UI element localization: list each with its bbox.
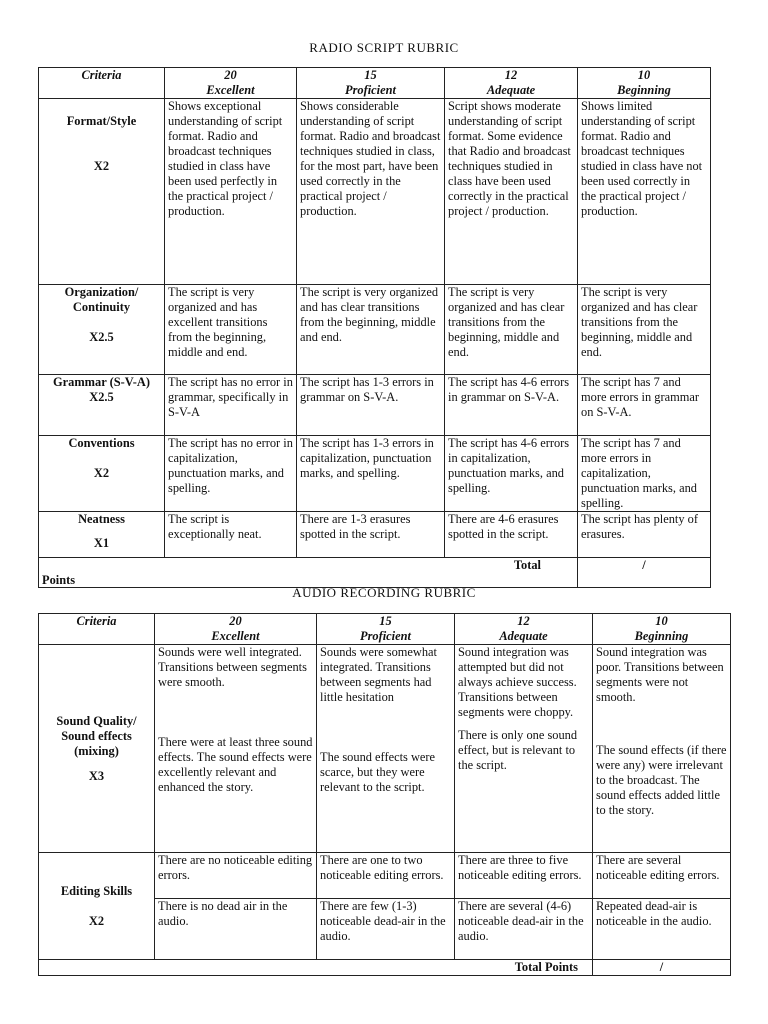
rubric-cell: The script has no error in capitalization, punctuation marks, and spelling. <box>165 436 297 512</box>
rubric-cell: Shows exceptional understanding of script format. Radio and broadcast techniques studied in class have been used perfectly in the practical project / production. <box>165 99 297 285</box>
rubric-cell: Shows limited understanding of script format. Radio and broadcast techniques studied in class have not been used correctly in the practical project / production. <box>578 99 711 285</box>
rubric-cell: There are several noticeable editing errors. <box>593 853 731 899</box>
criteria-cell: Organization/ Continuity X2.5 <box>39 285 165 375</box>
radio-rubric-table <box>38 67 711 588</box>
audio-header-row <box>39 614 731 645</box>
rubric-cell: There are several (4-6) noticeable dead-air in the audio. <box>455 899 593 960</box>
rubric-cell: The script is exceptionally neat. <box>165 512 297 558</box>
rubric-cell: Sounds were somewhat integrated. Transitions between segments had little hesitation The sound effects were scarce, but they were relevant to the script. <box>317 645 455 853</box>
header-beginning: 10 Beginning <box>578 68 711 99</box>
criteria-cell: Grammar (S-V-A) X2.5 <box>39 375 165 436</box>
radio-header-row <box>39 68 711 99</box>
rubric-cell: Sound integration was attempted but did not always achieve success. Transitions between segments were choppy. There is only one sound effect, but is relevant to the script. <box>455 645 593 853</box>
rubric-row-grammar <box>39 375 711 436</box>
criteria-cell: Format/Style X2 <box>39 99 165 285</box>
rubric-cell: The script has no error in grammar, specifically in S-V-A <box>165 375 297 436</box>
rubric-cell: The script has 4-6 errors in grammar on S-V-A. <box>445 375 578 436</box>
rubric-row-neatness <box>39 512 711 558</box>
rubric-cell: The script is very organized and has clear transitions from the beginning, middle and end. <box>578 285 711 375</box>
rubric-cell: The script has 4-6 errors in capitalization, punctuation marks, and spelling. <box>445 436 578 512</box>
audio-rubric-title: AUDIO RECORDING RUBRIC <box>292 585 476 600</box>
rubric-row-sound <box>39 645 731 853</box>
criteria-cell: Neatness X1 <box>39 512 165 558</box>
rubric-cell: Sound integration was poor. Transitions between segments were not smooth. The sound effects (if there were any) were irrelevant to the broadcast. The sound effects added little to the story. <box>593 645 731 853</box>
rubric-row-editing-errors <box>39 853 731 899</box>
rubric-cell: The script has plenty of erasures. <box>578 512 711 558</box>
header-excellent: 20 Excellent <box>165 68 297 99</box>
criteria-cell: Editing Skills X2 <box>39 853 155 960</box>
rubric-cell: Script shows moderate understanding of script format. Some evidence that Radio and broadcast techniques studied in class have been used correctly in the practical project / production. <box>445 99 578 285</box>
rubric-cell: The script is very organized and has clear transitions from the beginning, middle and end. <box>297 285 445 375</box>
criteria-cell: Conventions X2 <box>39 436 165 512</box>
rubric-cell: Shows considerable understanding of script format. Radio and broadcast techniques studied in class, for the most part, have been used correctly in the practical project / production. <box>297 99 445 285</box>
rubric-cell: The script is very organized and has clear transitions from the beginning, middle and end. <box>445 285 578 375</box>
rubric-cell: There are no noticeable editing errors. <box>155 853 317 899</box>
header-adequate: 12 Adequate <box>445 68 578 99</box>
header-criteria: Criteria <box>39 614 155 645</box>
header-excellent: 20 Excellent <box>155 614 317 645</box>
rubric-row-conventions <box>39 436 711 512</box>
rubric-cell: Sounds were well integrated. Transitions between segments were smooth. There were at least three sound effects. The sound effects were excellently relevant and enhanced the story. <box>155 645 317 853</box>
radio-rubric-title: RADIO SCRIPT RUBRIC <box>309 40 459 55</box>
rubric-cell: There are one to two noticeable editing errors. <box>317 853 455 899</box>
rubric-cell: Repeated dead-air is noticeable in the audio. <box>593 899 731 960</box>
header-proficient: 15 Proficient <box>297 68 445 99</box>
header-proficient: 15 Proficient <box>317 614 455 645</box>
rubric-cell: There are 4-6 erasures spotted in the script. <box>445 512 578 558</box>
audio-total-row <box>39 960 731 976</box>
total-label: Total <box>513 558 541 572</box>
total-points-cell <box>39 558 578 588</box>
rubric-row-organization <box>39 285 711 375</box>
rubric-cell: The script is very organized and has excellent transitions from the beginning, middle and end. <box>165 285 297 375</box>
radio-total-row <box>39 558 711 588</box>
rubric-cell: There are three to five noticeable editing errors. <box>455 853 593 899</box>
total-points-label: Total Points <box>39 960 593 976</box>
audio-rubric-table <box>38 613 731 976</box>
points-label: Points <box>42 573 76 587</box>
header-beginning: 10 Beginning <box>593 614 731 645</box>
rubric-row-format <box>39 99 711 285</box>
header-adequate: 12 Adequate <box>455 614 593 645</box>
rubric-cell: There are 1-3 erasures spotted in the script. <box>297 512 445 558</box>
rubric-cell: There is no dead air in the audio. <box>155 899 317 960</box>
rubric-cell: The script has 1-3 errors in capitalization, punctuation marks, and spelling. <box>297 436 445 512</box>
total-value: / <box>578 558 711 588</box>
rubric-cell: There are few (1-3) noticeable dead-air in the audio. <box>317 899 455 960</box>
criteria-cell: Sound Quality/ Sound effects (mixing) X3 <box>39 645 155 853</box>
rubric-cell: The script has 7 and more errors in grammar on S-V-A. <box>578 375 711 436</box>
header-criteria: Criteria <box>39 68 165 99</box>
rubric-cell: The script has 7 and more errors in capitalization, punctuation marks, and spelling. <box>578 436 711 512</box>
total-value: / <box>593 960 731 976</box>
rubric-cell: The script has 1-3 errors in grammar on S-V-A. <box>297 375 445 436</box>
